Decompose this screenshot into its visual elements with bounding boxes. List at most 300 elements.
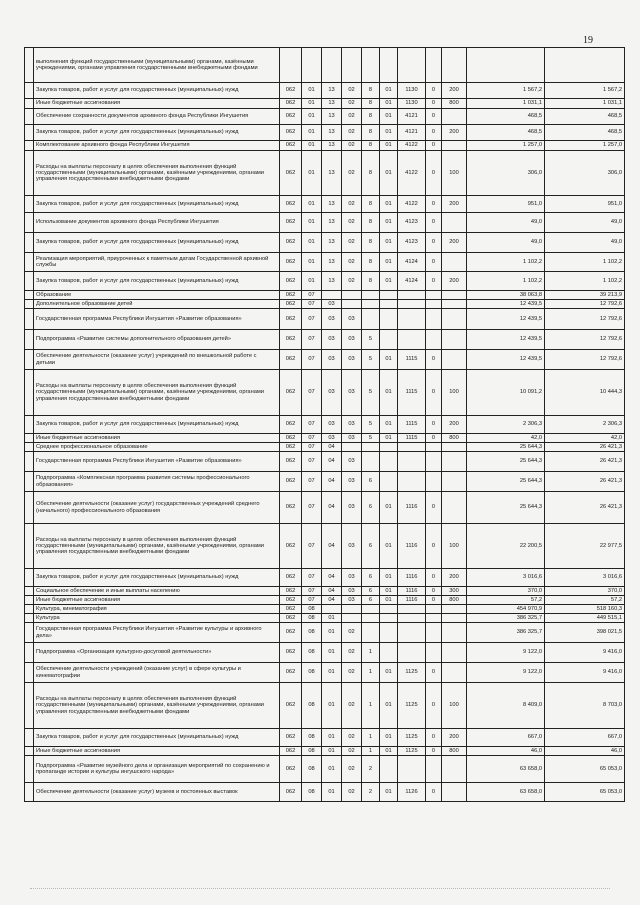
direction-code-cell: 1115 [398, 350, 426, 370]
row-description: Расходы на выплаты персоналу в целях обеспечения выполнения функций государственными (муниципальными) органами, казёнными учреждениями, органами управления государственными внебюджетными фондами [34, 524, 280, 569]
amount-year1-cell: 12 439,5 [467, 350, 545, 370]
section-code-cell: 08 [302, 683, 322, 729]
amount-year2-cell: 518 160,3 [545, 605, 625, 614]
row-margin-cell [25, 569, 34, 587]
event-code-cell [380, 623, 398, 643]
subsection-code-cell: 13 [322, 151, 342, 196]
extra-code-cell [426, 452, 442, 472]
section-code-cell: 08 [302, 729, 322, 747]
table-row [25, 300, 625, 309]
row-margin-cell [25, 434, 34, 443]
section-code-cell: 08 [302, 643, 322, 663]
row-margin-cell [25, 83, 34, 99]
expense-type-code-cell: 100 [442, 683, 467, 729]
row-description: Подпрограмма «Комплексная программа развития системы профессионального образования» [34, 472, 280, 492]
subprogram-code-cell: 8 [362, 253, 380, 272]
row-description: Иные бюджетные ассигнования [34, 434, 280, 443]
extra-code-cell [426, 48, 442, 83]
extra-code-cell: 0 [426, 596, 442, 605]
extra-code-cell: 0 [426, 99, 442, 109]
direction-code-cell [398, 623, 426, 643]
amount-year2-cell: 42,0 [545, 434, 625, 443]
direction-code-cell [398, 291, 426, 300]
row-margin-cell [25, 729, 34, 747]
subsection-code-cell: 01 [322, 783, 342, 802]
extra-code-cell [426, 330, 442, 350]
amount-year2-cell: 1 102,2 [545, 253, 625, 272]
event-code-cell [380, 330, 398, 350]
expense-type-code-cell [442, 109, 467, 125]
subsection-code-cell [322, 605, 342, 614]
row-margin-cell [25, 623, 34, 643]
expense-type-code-cell: 800 [442, 99, 467, 109]
ministry-code-cell: 062 [280, 587, 302, 596]
row-description: Закупка товаров, работ и услуг для государственных (муниципальных) нужд [34, 729, 280, 747]
row-description: Обеспечение деятельности учреждений (оказание услуг) в сфере культуры и кинематографии [34, 663, 280, 683]
event-code-cell: 01 [380, 151, 398, 196]
amount-year1-cell: 12 439,5 [467, 309, 545, 330]
extra-code-cell: 0 [426, 109, 442, 125]
amount-year2-cell: 3 016,6 [545, 569, 625, 587]
expense-type-code-cell [442, 623, 467, 643]
event-code-cell: 01 [380, 196, 398, 213]
amount-year2-cell: 57,2 [545, 596, 625, 605]
subprogram-code-cell: 6 [362, 472, 380, 492]
event-code-cell [380, 300, 398, 309]
amount-year1-cell: 8 409,0 [467, 683, 545, 729]
amount-year2-cell: 9 416,0 [545, 643, 625, 663]
amount-year1-cell: 1 257,0 [467, 141, 545, 151]
row-margin-cell [25, 605, 34, 614]
extra-code-cell: 0 [426, 83, 442, 99]
program-code-cell: 02 [342, 151, 362, 196]
ministry-code-cell: 062 [280, 472, 302, 492]
amount-year1-cell: 25 644,3 [467, 492, 545, 524]
section-code-cell: 01 [302, 141, 322, 151]
section-code-cell: 07 [302, 587, 322, 596]
direction-code-cell: 1116 [398, 569, 426, 587]
row-description: Расходы на выплаты персоналу в целях обеспечения выполнения функций государственными (муниципальными) органами, казёнными учреждениями, органами управления государственными внебюджетными фондами [34, 683, 280, 729]
direction-code-cell [398, 309, 426, 330]
table-row [25, 196, 625, 213]
subprogram-code-cell: 8 [362, 272, 380, 291]
amount-year1-cell: 2 306,3 [467, 416, 545, 434]
row-margin-cell [25, 614, 34, 623]
program-code-cell: 02 [342, 729, 362, 747]
amount-year1-cell: 42,0 [467, 434, 545, 443]
event-code-cell [380, 291, 398, 300]
table-row [25, 623, 625, 643]
row-margin-cell [25, 151, 34, 196]
row-margin-cell [25, 596, 34, 605]
ministry-code-cell: 062 [280, 253, 302, 272]
event-code-cell: 01 [380, 83, 398, 99]
section-code-cell: 01 [302, 83, 322, 99]
row-margin-cell [25, 452, 34, 472]
direction-code-cell: 1130 [398, 83, 426, 99]
amount-year2-cell: 306,0 [545, 151, 625, 196]
page-number: 19 [583, 35, 593, 46]
subsection-code-cell: 03 [322, 370, 342, 416]
subprogram-code-cell: 5 [362, 370, 380, 416]
row-description: Подпрограмма «Развитие музейного дела и организация мероприятий по сохранению и пропаганде истории и культуры ингушского народа» [34, 756, 280, 783]
program-code-cell: 03 [342, 569, 362, 587]
program-code-cell: 02 [342, 253, 362, 272]
subprogram-code-cell [362, 452, 380, 472]
table-row [25, 151, 625, 196]
event-code-cell: 01 [380, 233, 398, 253]
amount-year1-cell: 468,5 [467, 109, 545, 125]
expense-type-code-cell [442, 291, 467, 300]
row-margin-cell [25, 416, 34, 434]
amount-year2-cell: 10 444,3 [545, 370, 625, 416]
amount-year1-cell: 9 122,0 [467, 663, 545, 683]
subsection-code-cell: 04 [322, 443, 342, 452]
amount-year1-cell: 1 567,2 [467, 83, 545, 99]
subsection-code-cell: 13 [322, 83, 342, 99]
row-description: Обеспечение деятельности (оказание услуг) учреждений по внешкольной работе с детьми [34, 350, 280, 370]
extra-code-cell: 0 [426, 747, 442, 756]
budget-table [24, 47, 625, 802]
subsection-code-cell: 13 [322, 109, 342, 125]
subsection-code-cell: 01 [322, 683, 342, 729]
amount-year1-cell: 25 644,3 [467, 472, 545, 492]
direction-code-cell [398, 605, 426, 614]
subprogram-code-cell [362, 48, 380, 83]
row-description: Закупка товаров, работ и услуг для государственных (муниципальных) нужд [34, 196, 280, 213]
extra-code-cell: 0 [426, 253, 442, 272]
subsection-code-cell: 01 [322, 756, 342, 783]
expense-type-code-cell [442, 605, 467, 614]
direction-code-cell [398, 48, 426, 83]
expense-type-code-cell [442, 330, 467, 350]
row-description: Обеспечение деятельности (оказание услуг) музеев и постоянных выставок [34, 783, 280, 802]
subprogram-code-cell: 6 [362, 569, 380, 587]
subprogram-code-cell: 1 [362, 747, 380, 756]
subprogram-code-cell: 1 [362, 643, 380, 663]
program-code-cell: 03 [342, 492, 362, 524]
event-code-cell [380, 614, 398, 623]
subprogram-code-cell: 8 [362, 99, 380, 109]
amount-year1-cell: 3 016,6 [467, 569, 545, 587]
table-row [25, 605, 625, 614]
amount-year1-cell: 386 325,7 [467, 614, 545, 623]
section-code-cell: 01 [302, 213, 322, 233]
table-row [25, 434, 625, 443]
program-code-cell: 03 [342, 309, 362, 330]
section-code-cell: 07 [302, 472, 322, 492]
extra-code-cell [426, 300, 442, 309]
row-margin-cell [25, 253, 34, 272]
table-row [25, 370, 625, 416]
row-margin-cell [25, 48, 34, 83]
subprogram-code-cell: 5 [362, 330, 380, 350]
row-description: Расходы на выплаты персоналу в целях обеспечения выполнения функций государственными (муниципальными) органами, казёнными учреждениями, органами управления государственными внебюджетными фондами [34, 370, 280, 416]
event-code-cell: 01 [380, 524, 398, 569]
amount-year2-cell: 12 792,6 [545, 300, 625, 309]
row-description: Обеспечение сохранности документов архивного фонда Республики Ингушетия [34, 109, 280, 125]
extra-code-cell [426, 291, 442, 300]
subprogram-code-cell: 8 [362, 109, 380, 125]
event-code-cell [380, 309, 398, 330]
table-row [25, 48, 625, 83]
ministry-code-cell: 062 [280, 330, 302, 350]
table-row [25, 643, 625, 663]
direction-code-cell: 1115 [398, 434, 426, 443]
row-margin-cell [25, 99, 34, 109]
section-code-cell: 07 [302, 452, 322, 472]
row-margin-cell [25, 443, 34, 452]
program-code-cell [342, 48, 362, 83]
amount-year2-cell: 1 257,0 [545, 141, 625, 151]
subsection-code-cell: 03 [322, 416, 342, 434]
amount-year1-cell: 12 439,5 [467, 330, 545, 350]
section-code-cell: 08 [302, 605, 322, 614]
table-row [25, 253, 625, 272]
ministry-code-cell: 062 [280, 596, 302, 605]
direction-code-cell [398, 443, 426, 452]
extra-code-cell: 0 [426, 141, 442, 151]
extra-code-cell: 0 [426, 370, 442, 416]
event-code-cell [380, 452, 398, 472]
table-row [25, 309, 625, 330]
event-code-cell: 01 [380, 596, 398, 605]
amount-year2-cell: 26 421,3 [545, 492, 625, 524]
extra-code-cell: 0 [426, 272, 442, 291]
extra-code-cell: 0 [426, 729, 442, 747]
direction-code-cell: 1130 [398, 99, 426, 109]
subsection-code-cell: 13 [322, 141, 342, 151]
table-row [25, 729, 625, 747]
direction-code-cell: 1125 [398, 747, 426, 756]
direction-code-cell: 1116 [398, 492, 426, 524]
row-margin-cell [25, 587, 34, 596]
extra-code-cell: 0 [426, 416, 442, 434]
subprogram-code-cell: 2 [362, 756, 380, 783]
amount-year2-cell: 65 053,0 [545, 756, 625, 783]
amount-year1-cell: 1 102,2 [467, 253, 545, 272]
program-code-cell: 02 [342, 663, 362, 683]
section-code-cell: 07 [302, 291, 322, 300]
amount-year1-cell: 370,0 [467, 587, 545, 596]
subprogram-code-cell [362, 309, 380, 330]
event-code-cell [380, 443, 398, 452]
ministry-code-cell: 062 [280, 492, 302, 524]
subsection-code-cell: 13 [322, 272, 342, 291]
row-margin-cell [25, 272, 34, 291]
row-margin-cell [25, 524, 34, 569]
row-description: Закупка товаров, работ и услуг для государственных (муниципальных) нужд [34, 416, 280, 434]
table-row [25, 492, 625, 524]
subsection-code-cell: 04 [322, 492, 342, 524]
event-code-cell [380, 643, 398, 663]
subprogram-code-cell: 5 [362, 350, 380, 370]
ministry-code-cell: 062 [280, 83, 302, 99]
ministry-code-cell: 062 [280, 416, 302, 434]
ministry-code-cell: 062 [280, 99, 302, 109]
ministry-code-cell: 062 [280, 272, 302, 291]
section-code-cell: 01 [302, 151, 322, 196]
row-margin-cell [25, 643, 34, 663]
direction-code-cell [398, 300, 426, 309]
subprogram-code-cell: 5 [362, 434, 380, 443]
row-description: Государственная программа Республики Ингушетия «Развитие образования» [34, 452, 280, 472]
expense-type-code-cell [442, 141, 467, 151]
expense-type-code-cell: 300 [442, 587, 467, 596]
event-code-cell: 01 [380, 272, 398, 291]
row-margin-cell [25, 291, 34, 300]
program-code-cell: 02 [342, 141, 362, 151]
event-code-cell: 01 [380, 370, 398, 416]
amount-year2-cell: 449 515,1 [545, 614, 625, 623]
direction-code-cell: 1116 [398, 596, 426, 605]
subsection-code-cell: 01 [322, 614, 342, 623]
expense-type-code-cell: 200 [442, 233, 467, 253]
expense-type-code-cell: 100 [442, 370, 467, 416]
subprogram-code-cell: 8 [362, 196, 380, 213]
section-code-cell: 01 [302, 272, 322, 291]
section-code-cell: 01 [302, 125, 322, 141]
extra-code-cell: 0 [426, 663, 442, 683]
ministry-code-cell: 062 [280, 663, 302, 683]
program-code-cell: 02 [342, 272, 362, 291]
subsection-code-cell: 04 [322, 452, 342, 472]
program-code-cell: 03 [342, 596, 362, 605]
program-code-cell: 02 [342, 213, 362, 233]
expense-type-code-cell [442, 492, 467, 524]
amount-year1-cell: 468,5 [467, 125, 545, 141]
section-code-cell: 08 [302, 756, 322, 783]
subsection-code-cell: 04 [322, 596, 342, 605]
ministry-code-cell: 062 [280, 683, 302, 729]
event-code-cell: 01 [380, 434, 398, 443]
expense-type-code-cell [442, 472, 467, 492]
subprogram-code-cell: 6 [362, 492, 380, 524]
subprogram-code-cell: 5 [362, 416, 380, 434]
extra-code-cell: 0 [426, 350, 442, 370]
event-code-cell [380, 756, 398, 783]
program-code-cell: 02 [342, 756, 362, 783]
direction-code-cell: 4123 [398, 213, 426, 233]
event-code-cell: 01 [380, 125, 398, 141]
subsection-code-cell: 13 [322, 213, 342, 233]
row-description: Государственная программа Республики Ингушетия «Развитие культуры и архивного дела» [34, 623, 280, 643]
program-code-cell: 03 [342, 587, 362, 596]
section-code-cell: 07 [302, 330, 322, 350]
subsection-code-cell: 03 [322, 309, 342, 330]
expense-type-code-cell: 200 [442, 125, 467, 141]
expense-type-code-cell [442, 309, 467, 330]
direction-code-cell: 1126 [398, 783, 426, 802]
expense-type-code-cell [442, 643, 467, 663]
ministry-code-cell: 062 [280, 151, 302, 196]
row-margin-cell [25, 233, 34, 253]
amount-year1-cell: 306,0 [467, 151, 545, 196]
table-row [25, 472, 625, 492]
subprogram-code-cell: 8 [362, 125, 380, 141]
direction-code-cell: 1125 [398, 663, 426, 683]
amount-year2-cell: 370,0 [545, 587, 625, 596]
amount-year1-cell: 10 091,2 [467, 370, 545, 416]
amount-year1-cell: 667,0 [467, 729, 545, 747]
extra-code-cell: 0 [426, 524, 442, 569]
extra-code-cell: 0 [426, 151, 442, 196]
event-code-cell: 01 [380, 253, 398, 272]
event-code-cell [380, 48, 398, 83]
table-row [25, 783, 625, 802]
expense-type-code-cell: 200 [442, 83, 467, 99]
extra-code-cell [426, 643, 442, 663]
direction-code-cell: 1116 [398, 524, 426, 569]
direction-code-cell: 4122 [398, 141, 426, 151]
section-code-cell: 08 [302, 783, 322, 802]
section-code-cell: 01 [302, 99, 322, 109]
event-code-cell: 01 [380, 663, 398, 683]
row-margin-cell [25, 141, 34, 151]
section-code-cell [302, 48, 322, 83]
expense-type-code-cell [442, 213, 467, 233]
direction-code-cell: 1116 [398, 587, 426, 596]
amount-year1-cell: 9 122,0 [467, 643, 545, 663]
table-row [25, 587, 625, 596]
ministry-code-cell: 062 [280, 291, 302, 300]
amount-year2-cell: 26 421,3 [545, 443, 625, 452]
direction-code-cell: 4122 [398, 151, 426, 196]
expense-type-code-cell: 200 [442, 729, 467, 747]
section-code-cell: 08 [302, 623, 322, 643]
amount-year2-cell: 2 306,3 [545, 416, 625, 434]
subsection-code-cell: 01 [322, 623, 342, 643]
amount-year1-cell: 63 658,0 [467, 783, 545, 802]
expense-type-code-cell: 200 [442, 569, 467, 587]
subsection-code-cell: 04 [322, 524, 342, 569]
row-margin-cell [25, 370, 34, 416]
table-row [25, 756, 625, 783]
section-code-cell: 01 [302, 196, 322, 213]
section-code-cell: 07 [302, 596, 322, 605]
event-code-cell: 01 [380, 683, 398, 729]
row-description: Закупка товаров, работ и услуг для государственных (муниципальных) нужд [34, 233, 280, 253]
subsection-code-cell: 01 [322, 663, 342, 683]
amount-year2-cell: 12 792,6 [545, 309, 625, 330]
ministry-code-cell: 062 [280, 434, 302, 443]
program-code-cell: 02 [342, 783, 362, 802]
subsection-code-cell: 03 [322, 350, 342, 370]
expense-type-code-cell [442, 443, 467, 452]
ministry-code-cell: 062 [280, 370, 302, 416]
amount-year2-cell: 46,0 [545, 747, 625, 756]
extra-code-cell: 0 [426, 434, 442, 443]
table-row [25, 141, 625, 151]
section-code-cell: 07 [302, 350, 322, 370]
row-description: Социальное обеспечение и иные выплаты населению [34, 587, 280, 596]
amount-year2-cell: 468,5 [545, 125, 625, 141]
amount-year2-cell [545, 48, 625, 83]
table-row [25, 416, 625, 434]
table-row [25, 569, 625, 587]
ministry-code-cell: 062 [280, 141, 302, 151]
subprogram-code-cell: 8 [362, 233, 380, 253]
amount-year2-cell: 39 213,9 [545, 291, 625, 300]
ministry-code-cell [280, 48, 302, 83]
amount-year2-cell: 1 567,2 [545, 83, 625, 99]
event-code-cell [380, 605, 398, 614]
amount-year1-cell: 25 644,3 [467, 443, 545, 452]
subsection-code-cell: 01 [322, 643, 342, 663]
ministry-code-cell: 062 [280, 605, 302, 614]
subprogram-code-cell [362, 605, 380, 614]
direction-code-cell: 4121 [398, 109, 426, 125]
